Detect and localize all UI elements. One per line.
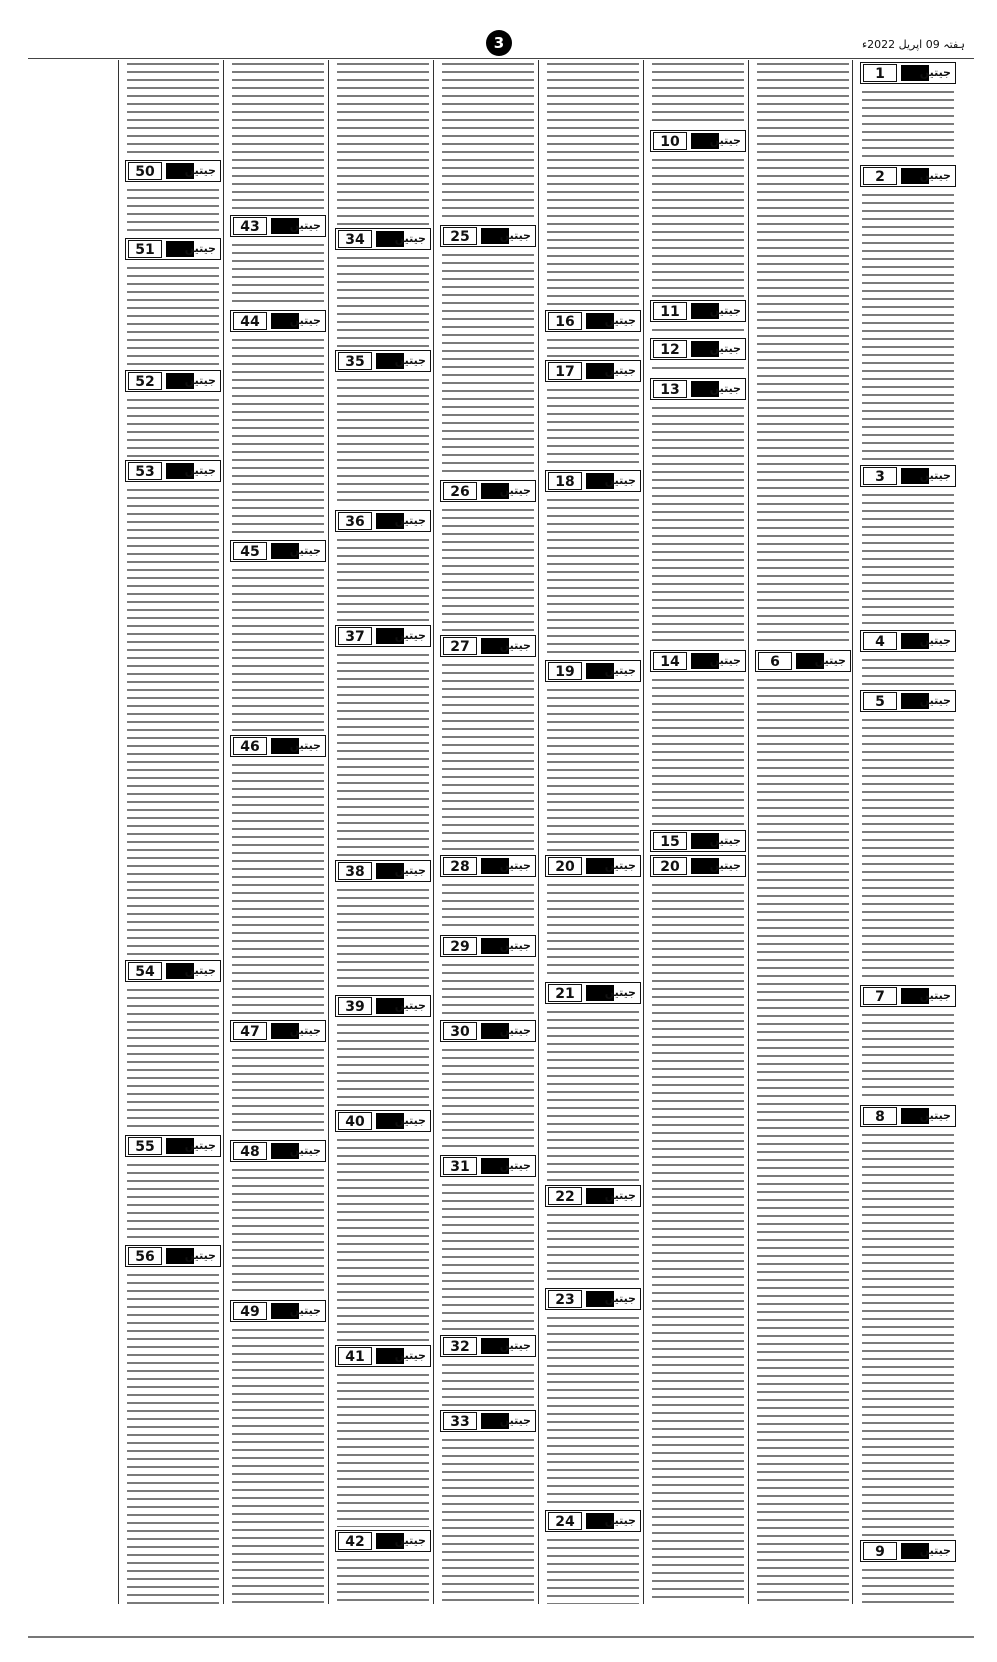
article-text xyxy=(547,1008,639,1182)
label-word: جیتیں xyxy=(604,1189,636,1202)
article-text xyxy=(862,716,954,982)
article-number: 18 xyxy=(548,472,582,490)
article-text xyxy=(547,1211,639,1285)
article-label-17 xyxy=(545,360,641,382)
article-text xyxy=(127,1161,219,1242)
article-label-6 xyxy=(755,650,851,672)
article-label-9 xyxy=(860,1540,956,1562)
article-text xyxy=(337,1371,429,1527)
column-rule xyxy=(538,60,539,1604)
article-text xyxy=(442,506,534,632)
label-word: جیتیں xyxy=(289,314,321,327)
label-word: جیتیں xyxy=(184,242,216,255)
label-word: جیتیں xyxy=(604,1292,636,1305)
article-number: 48 xyxy=(233,1142,267,1160)
article-text xyxy=(337,651,429,857)
article-text xyxy=(232,1046,324,1137)
article-number: 6 xyxy=(758,652,792,670)
label-word: جیتیں xyxy=(184,464,216,477)
article-label-46 xyxy=(230,735,326,757)
label-word: جیتیں xyxy=(709,342,741,355)
article-text xyxy=(337,1136,429,1342)
label-word: جیتیں xyxy=(919,169,951,182)
article-number: 31 xyxy=(443,1157,477,1175)
article-number: 2 xyxy=(863,167,897,185)
label-word: جیتیں xyxy=(289,1304,321,1317)
article-number: 46 xyxy=(233,737,267,755)
label-word: جیتیں xyxy=(604,986,636,999)
article-label-12 xyxy=(650,338,746,360)
article-label-22 xyxy=(545,1185,641,1207)
article-text xyxy=(337,376,429,507)
label-word: جیتیں xyxy=(499,1414,531,1427)
label-word: جیتیں xyxy=(184,1249,216,1262)
article-number: 9 xyxy=(863,1542,897,1560)
article-text xyxy=(127,986,219,1132)
article-text xyxy=(547,336,639,357)
article-text xyxy=(652,676,744,827)
article-text xyxy=(232,1166,324,1297)
article-text xyxy=(757,676,849,1604)
label-word: جیتیں xyxy=(289,1144,321,1157)
article-label-28 xyxy=(440,855,536,877)
label-word: جیتیں xyxy=(394,1349,426,1362)
article-text xyxy=(337,1556,429,1604)
article-number: 21 xyxy=(548,984,582,1002)
article-label-20 xyxy=(650,855,746,877)
label-word: جیتیں xyxy=(184,164,216,177)
article-label-37 xyxy=(335,625,431,647)
article-number: 32 xyxy=(443,1337,477,1355)
article-label-36 xyxy=(335,510,431,532)
article-text xyxy=(442,1181,534,1332)
news-column xyxy=(230,60,326,1604)
label-word: جیتیں xyxy=(919,1544,951,1557)
label-word: جیتیں xyxy=(289,219,321,232)
label-word: جیتیں xyxy=(814,654,846,667)
article-label-13 xyxy=(650,378,746,400)
label-word: جیتیں xyxy=(499,939,531,952)
article-label-54 xyxy=(125,960,221,982)
article-label-51 xyxy=(125,238,221,260)
article-label-34 xyxy=(335,228,431,250)
article-number: 25 xyxy=(443,227,477,245)
article-label-1 xyxy=(860,62,956,84)
label-word: جیتیں xyxy=(499,1339,531,1352)
article-label-55 xyxy=(125,1135,221,1157)
article-label-48 xyxy=(230,1140,326,1162)
article-text xyxy=(232,241,324,307)
article-number: 1 xyxy=(863,64,897,82)
article-text xyxy=(547,386,639,467)
article-label-11 xyxy=(650,300,746,322)
article-number: 51 xyxy=(128,240,162,258)
article-label-21 xyxy=(545,982,641,1004)
article-text xyxy=(547,60,639,307)
article-text xyxy=(127,1271,219,1604)
column-rule xyxy=(643,60,644,1604)
article-label-25 xyxy=(440,225,536,247)
article-label-40 xyxy=(335,1110,431,1132)
article-text xyxy=(337,536,429,622)
label-word: جیتیں xyxy=(919,634,951,647)
article-number: 52 xyxy=(128,372,162,390)
article-number: 43 xyxy=(233,217,267,235)
article-label-33 xyxy=(440,1410,536,1432)
label-word: جیتیں xyxy=(709,382,741,395)
news-column xyxy=(755,60,851,1604)
article-text xyxy=(547,1536,639,1604)
article-number: 5 xyxy=(863,692,897,710)
article-label-44 xyxy=(230,310,326,332)
column-rule xyxy=(852,60,853,1604)
article-number: 24 xyxy=(548,1512,582,1530)
label-word: جیتیں xyxy=(919,694,951,707)
article-text xyxy=(862,491,954,627)
article-label-14 xyxy=(650,650,746,672)
column-rule xyxy=(748,60,749,1604)
article-number: 49 xyxy=(233,1302,267,1320)
article-number: 28 xyxy=(443,857,477,875)
article-number: 44 xyxy=(233,312,267,330)
article-text xyxy=(652,60,744,127)
article-text xyxy=(757,60,849,647)
article-label-45 xyxy=(230,540,326,562)
article-number: 30 xyxy=(443,1022,477,1040)
article-label-35 xyxy=(335,350,431,372)
article-number: 3 xyxy=(863,467,897,485)
label-word: جیتیں xyxy=(499,1159,531,1172)
label-word: جیتیں xyxy=(919,989,951,1002)
label-word: جیتیں xyxy=(604,859,636,872)
article-text xyxy=(547,686,639,852)
label-word: جیتیں xyxy=(394,864,426,877)
news-column xyxy=(125,60,221,1604)
article-number: 8 xyxy=(863,1107,897,1125)
label-word: جیتیں xyxy=(394,999,426,1012)
article-text xyxy=(547,881,639,979)
article-number: 54 xyxy=(128,962,162,980)
article-number: 37 xyxy=(338,627,372,645)
article-label-47 xyxy=(230,1020,326,1042)
article-label-38 xyxy=(335,860,431,882)
article-number: 50 xyxy=(128,162,162,180)
article-number: 56 xyxy=(128,1247,162,1265)
article-label-19 xyxy=(545,660,641,682)
column-rule xyxy=(328,60,329,1604)
article-number: 20 xyxy=(653,857,687,875)
label-word: جیتیں xyxy=(709,654,741,667)
article-text xyxy=(127,186,219,235)
article-text xyxy=(232,566,324,732)
article-label-18 xyxy=(545,470,641,492)
article-label-43 xyxy=(230,215,326,237)
article-text xyxy=(547,1314,639,1507)
news-column xyxy=(545,60,641,1604)
article-text xyxy=(442,60,534,222)
label-word: جیتیں xyxy=(289,1024,321,1037)
article-number: 39 xyxy=(338,997,372,1015)
article-text xyxy=(442,1436,534,1604)
article-text xyxy=(232,761,324,1017)
article-number: 41 xyxy=(338,1347,372,1365)
article-text xyxy=(442,251,534,477)
label-word: جیتیں xyxy=(499,639,531,652)
article-number: 29 xyxy=(443,937,477,955)
article-label-23 xyxy=(545,1288,641,1310)
article-label-2 xyxy=(860,165,956,187)
label-word: جیتیں xyxy=(604,1514,636,1527)
label-word: جیتیں xyxy=(919,469,951,482)
article-number: 4 xyxy=(863,632,897,650)
article-label-42 xyxy=(335,1530,431,1552)
article-label-7 xyxy=(860,985,956,1007)
column-rule xyxy=(433,60,434,1604)
article-number: 15 xyxy=(653,832,687,850)
article-number: 13 xyxy=(653,380,687,398)
label-word: جیتیں xyxy=(709,134,741,147)
article-number: 7 xyxy=(863,987,897,1005)
article-text xyxy=(862,88,954,162)
label-word: جیتیں xyxy=(184,374,216,387)
article-label-20 xyxy=(545,855,641,877)
label-word: جیتیں xyxy=(709,859,741,872)
article-number: 42 xyxy=(338,1532,372,1550)
article-text xyxy=(652,881,744,1604)
page-bottom-rule xyxy=(28,1636,974,1638)
article-number: 19 xyxy=(548,662,582,680)
label-word: جیتیں xyxy=(919,1109,951,1122)
article-text xyxy=(232,336,324,537)
label-word: جیتیں xyxy=(709,304,741,317)
header-rule xyxy=(28,58,974,59)
article-text xyxy=(442,881,534,932)
article-text xyxy=(862,191,954,462)
article-text xyxy=(127,486,219,957)
article-number: 26 xyxy=(443,482,477,500)
label-word: جیتیں xyxy=(394,629,426,642)
article-text xyxy=(232,60,324,212)
article-label-50 xyxy=(125,160,221,182)
news-column xyxy=(335,60,431,1604)
label-word: جیتیں xyxy=(919,66,951,79)
article-number: 38 xyxy=(338,862,372,880)
label-word: جیتیں xyxy=(394,514,426,527)
label-word: جیتیں xyxy=(394,1534,426,1547)
article-number: 34 xyxy=(338,230,372,248)
article-number: 55 xyxy=(128,1137,162,1155)
article-number: 40 xyxy=(338,1112,372,1130)
article-label-52 xyxy=(125,370,221,392)
article-text xyxy=(862,1011,954,1102)
news-column xyxy=(860,60,956,1604)
article-number: 36 xyxy=(338,512,372,530)
issue-date: ہفتہ 09 اپریل 2022ء xyxy=(861,38,965,51)
page-number-badge: 3 xyxy=(486,30,512,56)
article-text xyxy=(652,156,744,297)
article-label-16 xyxy=(545,310,641,332)
label-word: جیتیں xyxy=(499,1024,531,1037)
article-label-15 xyxy=(650,830,746,852)
article-number: 22 xyxy=(548,1187,582,1205)
article-number: 45 xyxy=(233,542,267,560)
label-word: جیتیں xyxy=(499,229,531,242)
article-number: 14 xyxy=(653,652,687,670)
article-text xyxy=(232,1326,324,1604)
article-text xyxy=(127,264,219,367)
label-word: جیتیں xyxy=(184,964,216,977)
article-text xyxy=(547,496,639,657)
article-label-10 xyxy=(650,130,746,152)
article-text xyxy=(652,326,744,335)
article-number: 47 xyxy=(233,1022,267,1040)
article-text xyxy=(442,961,534,1017)
label-word: جیتیں xyxy=(499,859,531,872)
article-number: 10 xyxy=(653,132,687,150)
label-word: جیتیں xyxy=(394,232,426,245)
article-label-29 xyxy=(440,935,536,957)
article-text xyxy=(442,661,534,852)
article-number: 27 xyxy=(443,637,477,655)
label-word: جیتیں xyxy=(604,364,636,377)
article-number: 33 xyxy=(443,1412,477,1430)
article-label-3 xyxy=(860,465,956,487)
article-text xyxy=(862,1131,954,1537)
article-text xyxy=(862,1566,954,1604)
article-label-49 xyxy=(230,1300,326,1322)
label-word: جیتیں xyxy=(604,664,636,677)
column-rule xyxy=(118,60,119,1604)
article-label-5 xyxy=(860,690,956,712)
label-word: جیتیں xyxy=(499,484,531,497)
article-label-24 xyxy=(545,1510,641,1532)
article-label-8 xyxy=(860,1105,956,1127)
article-number: 12 xyxy=(653,340,687,358)
label-word: جیتیں xyxy=(394,354,426,367)
column-rule xyxy=(223,60,224,1604)
article-label-30 xyxy=(440,1020,536,1042)
article-label-26 xyxy=(440,480,536,502)
label-word: جیتیں xyxy=(604,474,636,487)
article-number: 17 xyxy=(548,362,582,380)
article-number: 53 xyxy=(128,462,162,480)
article-text xyxy=(337,1021,429,1107)
article-label-53 xyxy=(125,460,221,482)
article-text xyxy=(442,1361,534,1407)
article-number: 20 xyxy=(548,857,582,875)
article-text xyxy=(127,396,219,457)
article-text xyxy=(862,656,954,687)
article-number: 23 xyxy=(548,1290,582,1308)
article-text xyxy=(652,364,744,375)
article-label-41 xyxy=(335,1345,431,1367)
article-number: 16 xyxy=(548,312,582,330)
label-word: جیتیں xyxy=(604,314,636,327)
article-text xyxy=(337,60,429,225)
article-text xyxy=(652,404,744,647)
article-number: 11 xyxy=(653,302,687,320)
article-label-31 xyxy=(440,1155,536,1177)
label-word: جیتیں xyxy=(289,739,321,752)
news-column xyxy=(440,60,536,1604)
label-word: جیتیں xyxy=(394,1114,426,1127)
label-word: جیتیں xyxy=(289,544,321,557)
article-text xyxy=(337,254,429,347)
article-label-27 xyxy=(440,635,536,657)
article-text xyxy=(337,886,429,992)
article-text xyxy=(127,60,219,157)
article-number: 35 xyxy=(338,352,372,370)
label-word: جیتیں xyxy=(709,834,741,847)
article-label-4 xyxy=(860,630,956,652)
article-label-56 xyxy=(125,1245,221,1267)
article-text xyxy=(442,1046,534,1152)
article-label-32 xyxy=(440,1335,536,1357)
article-label-39 xyxy=(335,995,431,1017)
label-word: جیتیں xyxy=(184,1139,216,1152)
news-column xyxy=(650,60,746,1604)
